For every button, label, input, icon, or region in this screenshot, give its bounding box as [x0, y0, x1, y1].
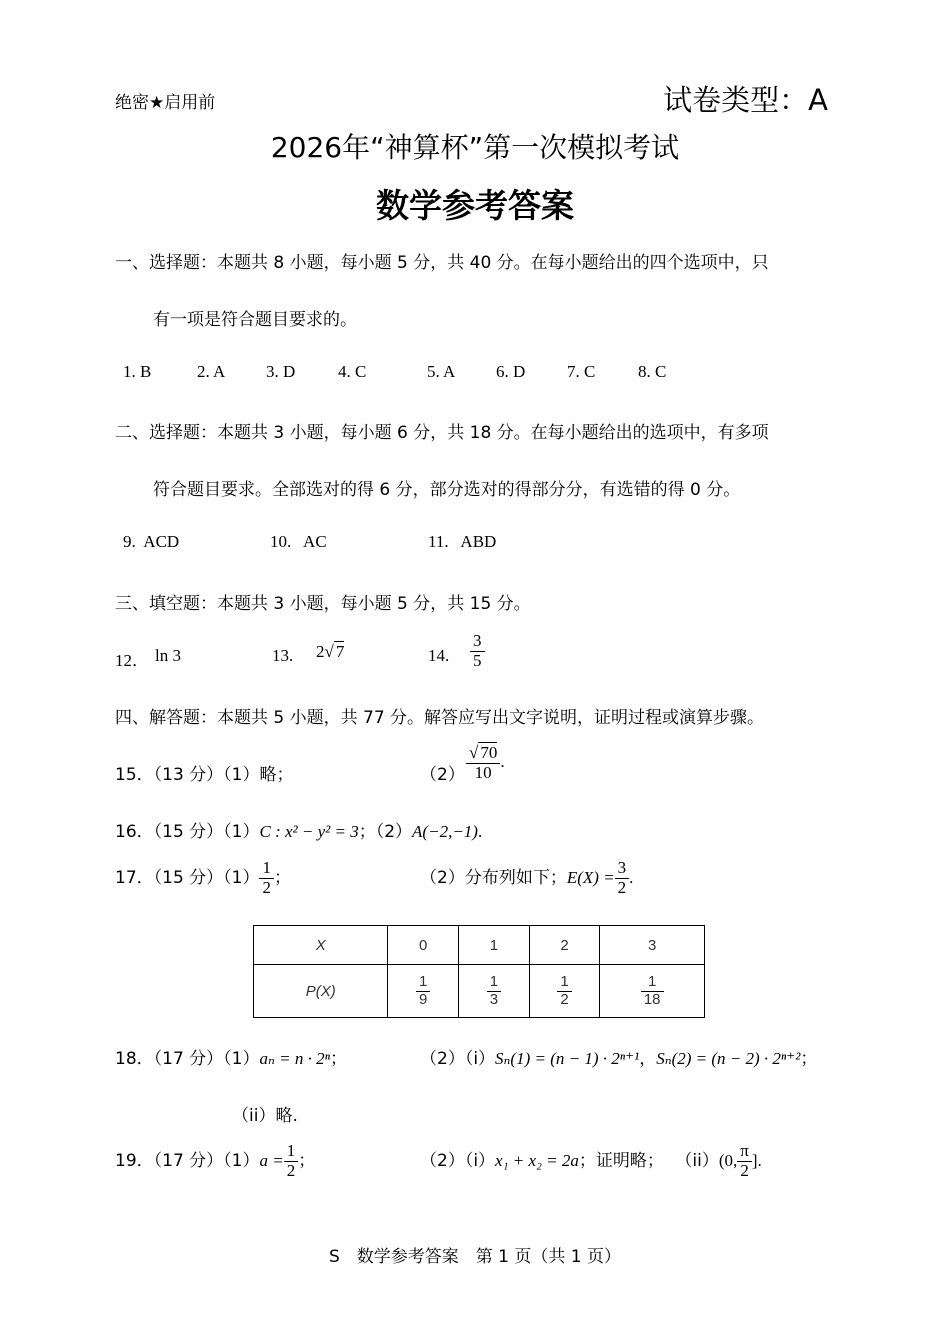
q16-label [115, 817, 482, 842]
q17-p1-num: 1 [262, 858, 271, 877]
answer-13 [316, 642, 344, 662]
table-cell [459, 965, 530, 1018]
prob-den: 18 [641, 991, 664, 1009]
q19-a-eq: a = [259, 1151, 284, 1171]
answer-4: 4. C [338, 362, 367, 381]
table-cell [388, 965, 459, 1018]
q19-a-fraction [284, 1142, 299, 1180]
q19-pi-den: 2 [737, 1161, 752, 1181]
q19-a-tail: ； [298, 1151, 316, 1172]
prob-num: 1 [560, 973, 569, 990]
answer-1: 1. B [123, 362, 152, 381]
q18-tail: ； [800, 1049, 818, 1069]
answer-5: 5. A [427, 362, 456, 381]
q17-ex-tail: . [629, 868, 634, 888]
prob-den: 9 [416, 991, 430, 1009]
answer-14-label: 14. [428, 646, 450, 665]
prob-num: 1 [647, 973, 657, 990]
prob-fraction [487, 974, 501, 1008]
answer-11: 11. ABD [428, 532, 497, 551]
table-header-row [254, 926, 705, 965]
q17-label: 17．（15 分）（1） [115, 868, 260, 889]
q19-part1 [115, 1142, 315, 1180]
q18-s2: Sₙ(2) = (n − 2) · 2ⁿ⁺² [656, 1049, 801, 1068]
section2-heading-line1: 二、选择题：本题共 3 小题，每小题 6 分，共 18 分。在每小题给出的选项中，有多项 [115, 423, 769, 443]
answer-8: 8. C [638, 362, 667, 381]
q16-tail: . [477, 822, 483, 841]
q18-an: aₙ = n · 2ⁿ [259, 1049, 330, 1068]
section2-heading-line2: 符合题目要求。全部选对的得 6 分，部分选对的得部分分，有选错的得 0 分。 [153, 480, 741, 500]
q15-part2-label: （2） [420, 765, 465, 785]
q17-p1-tail: ； [273, 868, 291, 889]
table-header-cell: 1 [459, 926, 530, 965]
table-cell [529, 965, 600, 1018]
answer-9: 9. ACD [123, 532, 180, 551]
table-row [254, 965, 705, 1018]
answer-3: 3. D [266, 362, 296, 381]
q17-ex-fraction [615, 859, 630, 897]
section3-heading: 三、填空题：本题共 3 小题，每小题 5 分，共 15 分。 [115, 594, 531, 614]
answer-10: 10. AC [270, 532, 327, 551]
answer-12-label: 12． [115, 651, 149, 670]
prob-fraction [641, 974, 664, 1008]
q19-interval-open: (0, [718, 1151, 738, 1171]
q18-sep: ； [329, 1049, 347, 1069]
q15-radicand: 70 [480, 743, 498, 762]
prob-den: 3 [487, 991, 501, 1009]
q17-part2-text: （2）分布列如下； [420, 868, 567, 889]
q15-part1: 15．（13 分）（1）略； [115, 765, 294, 785]
section1-heading-line1: 一、选择题：本题共 8 小题，每小题 5 分，共 40 分。在每小题给出的四个选项中，只 [115, 253, 769, 273]
q17-ex-den: 2 [615, 878, 630, 898]
q18-part1 [115, 1044, 347, 1069]
answer-14-num: 3 [473, 631, 482, 650]
prob-num: 1 [489, 973, 499, 990]
confidential-label: 绝密★启用前 [115, 93, 216, 113]
table-cell [600, 965, 705, 1018]
q18-s1: Sₙ(1) = (n − 1) · 2ⁿ⁺¹ [495, 1049, 640, 1068]
section4-heading: 四、解答题：本题共 5 小题，共 77 分。解答应写出文字说明，证明过程或演算步骤。 [115, 708, 765, 728]
q15-tail: . [500, 752, 505, 772]
answer-13-radicand: 7 [335, 642, 345, 661]
sqrt-sign-icon: √ [324, 642, 334, 661]
q17-ex-num: 3 [617, 858, 627, 877]
answer-14-fraction [470, 632, 485, 670]
q16-sep: ；（2） [358, 822, 413, 842]
table-header-cell: X [254, 926, 388, 965]
q17-part1 [115, 859, 291, 897]
q19-a-num: 1 [286, 1141, 296, 1160]
page-footer: S 数学参考答案 第 1 页（共 1 页） [328, 1247, 622, 1267]
q19-ii-label: （ii） [683, 1151, 719, 1172]
q17-p1-fraction [259, 859, 274, 897]
table-header-cell: 2 [529, 926, 600, 965]
answer-key-title: 数学参考答案 [376, 186, 574, 225]
prob-num: 1 [419, 973, 428, 990]
q19-x-sum: x₁ + x₂ = 2a [495, 1151, 579, 1171]
answer-13-coef: 2 [316, 642, 325, 661]
q17-part2 [420, 859, 633, 897]
q17-ex: E(X) = [566, 868, 615, 888]
prob-fraction [557, 974, 571, 1008]
q18-ii: （ii）略. [232, 1106, 298, 1126]
answer-14 [470, 632, 485, 670]
answer-12: ln 3 [155, 646, 181, 665]
exam-title: 2026年“神算杯”第一次模拟考试 [270, 131, 680, 164]
table-header-cell: 3 [600, 926, 705, 965]
prob-fraction [416, 974, 430, 1008]
answer-2: 2. A [197, 362, 226, 381]
prob-den: 2 [557, 991, 571, 1009]
table-header-cell: 0 [388, 926, 459, 965]
q19-pi-fraction [737, 1142, 752, 1180]
q19-proof: ；证明略； [578, 1151, 664, 1172]
q18-label: 18．（17 分）（1） [115, 1049, 260, 1069]
q17-p1-den: 2 [259, 878, 274, 898]
q15-fraction [466, 744, 500, 782]
section1-heading-line2: 有一项是符合题目要求的。 [153, 310, 357, 330]
table-row-label: P(X) [254, 965, 388, 1018]
sqrt-sign-icon: √ [469, 743, 479, 762]
paper-type-label: 试卷类型：A [663, 83, 828, 117]
q19-part2-label: （2）（i） [420, 1151, 496, 1172]
q18-part2 [420, 1044, 817, 1069]
q19-a-den: 2 [284, 1161, 299, 1181]
answer-7: 7. C [567, 362, 596, 381]
answer-14-den: 5 [470, 651, 485, 671]
q15-answer [466, 744, 505, 782]
q18-comma: ， [639, 1049, 657, 1069]
q16-eq1: C : x² − y² = 3 [259, 822, 359, 841]
answer-6: 6. D [496, 362, 526, 381]
distribution-table [253, 925, 705, 1018]
q15-den: 10 [466, 763, 500, 783]
q16-eq2: A(−2,−1) [412, 822, 478, 841]
q19-label: 19．（17 分）（1） [115, 1151, 260, 1172]
q19-interval-close: ]. [751, 1151, 762, 1171]
q16-label-text: 16．（15 分）（1） [115, 822, 260, 842]
q15-num [466, 744, 500, 763]
q19-part2 [420, 1142, 762, 1180]
q18-part2-label: （2）（i） [420, 1049, 496, 1069]
answer-13-label: 13. [272, 646, 294, 665]
q19-pi-num: π [740, 1141, 749, 1160]
